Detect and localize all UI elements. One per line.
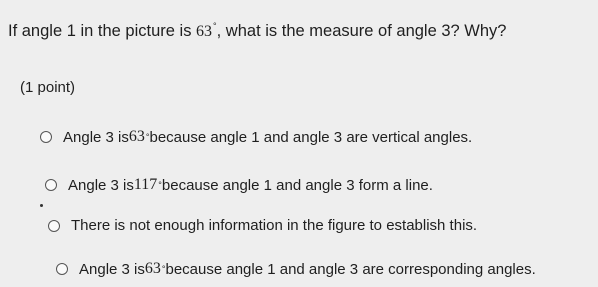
radio-button-1[interactable] (40, 131, 52, 143)
option-4-degree: ° (161, 264, 166, 274)
option-1-value: 63 (128, 128, 145, 145)
option-2-value: 117 (133, 176, 158, 193)
option-4-prefix: Angle 3 is (79, 260, 145, 278)
option-1-suffix: because angle 1 and angle 3 are vertical angles. (149, 128, 473, 146)
answer-option-3[interactable] (48, 217, 477, 234)
answer-option-2[interactable] (45, 176, 433, 194)
option-2-degree: ° (158, 180, 162, 190)
radio-button-2[interactable] (45, 179, 57, 191)
option-3-text: There is not enough information in the figure to establish this. (71, 217, 478, 234)
decorative-dot (40, 204, 43, 207)
option-4-value: 63 (144, 260, 161, 277)
question-angle-value: 63 (196, 23, 213, 40)
points-label: (1 point) (20, 79, 76, 96)
question-suffix: , what is the measure of angle 3? Why? (216, 22, 507, 40)
question-degree-symbol: ° (213, 21, 217, 31)
question-prefix: If angle 1 in the picture is (8, 22, 197, 40)
answer-option-1[interactable] (40, 128, 472, 146)
question-text (8, 21, 506, 41)
option-2-suffix: because angle 1 and angle 3 form a line. (161, 176, 433, 194)
option-1-prefix: Angle 3 is (63, 128, 129, 146)
radio-button-4[interactable] (56, 263, 68, 275)
option-2-prefix: Angle 3 is (68, 176, 134, 194)
answer-option-4[interactable] (56, 260, 536, 278)
option-1-degree: ° (145, 132, 150, 142)
radio-button-3[interactable] (48, 220, 60, 232)
option-4-suffix: because angle 1 and angle 3 are corresponding angles. (165, 260, 536, 278)
